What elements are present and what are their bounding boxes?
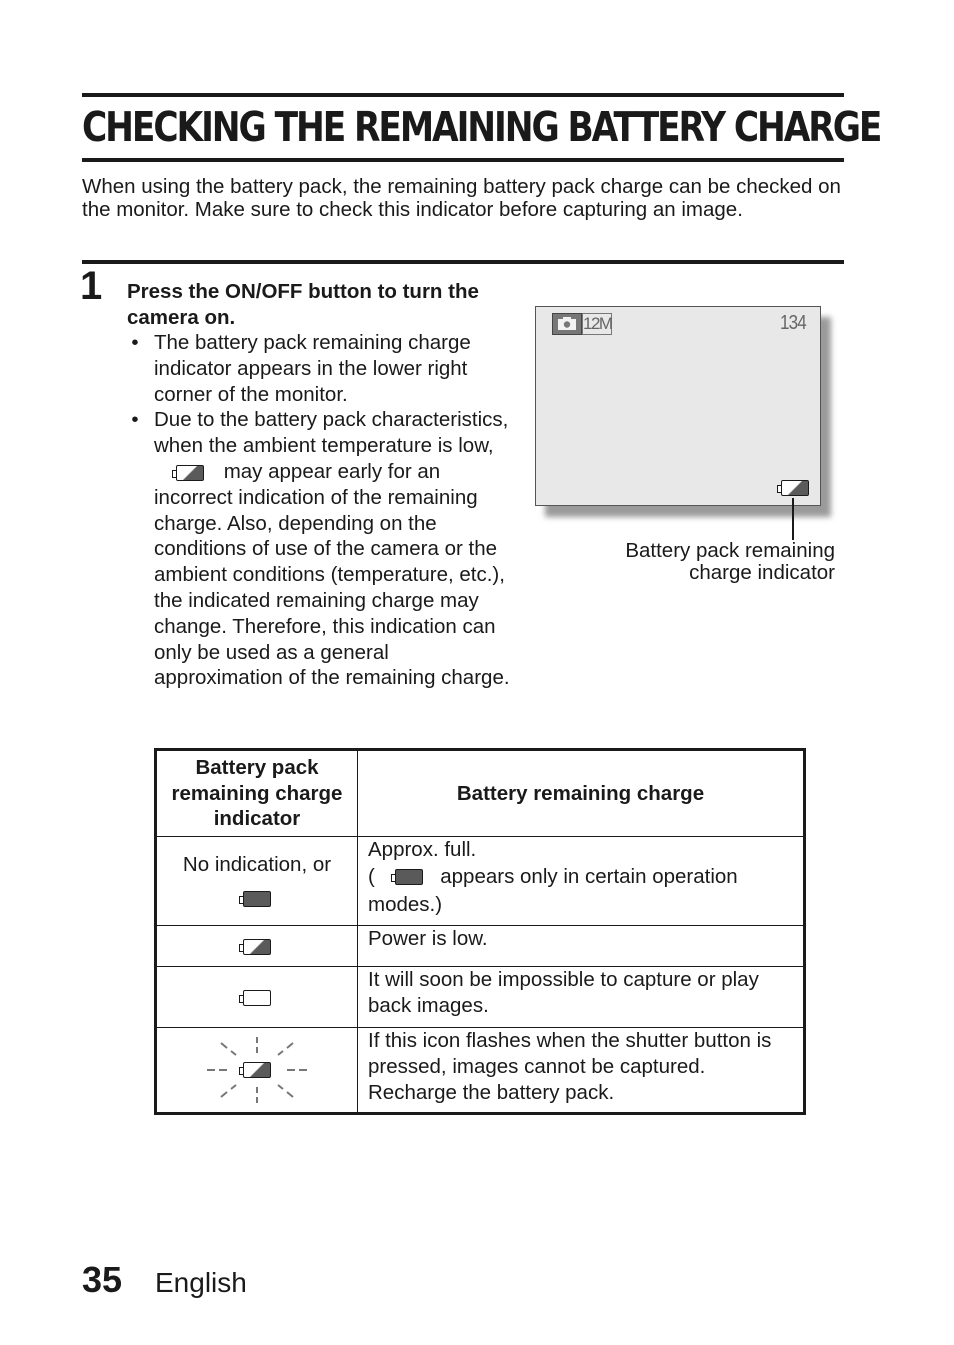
title-bottom-rule [82, 158, 844, 162]
battery-flashing-icon [207, 1035, 307, 1105]
column-header-indicator: Battery pack remaining charge indicator [156, 750, 358, 837]
paren-open: ( [368, 864, 375, 888]
battery-half-icon [176, 465, 204, 481]
charge-cell: If this icon flashes when the shutter button is pressed, images cannot be captured. Recharge the battery pack. [358, 1028, 805, 1114]
bullet-text: The battery pack remaining charge indicator appears in the lower right corner of the monitor. [154, 331, 471, 406]
battery-full-icon [243, 891, 271, 907]
bullet-item [130, 330, 510, 407]
page-title: CHECKING THE REMAINING BATTERY CHARGE [82, 103, 881, 151]
battery-half-icon [243, 939, 271, 955]
step-bullets [130, 330, 510, 691]
bullet-dot: • [131, 408, 139, 432]
indicator-cell [156, 837, 358, 926]
step-number: 1 [80, 264, 103, 308]
bullet-text-continued: may appear early for an incorrect indication of the remaining charge. Also, depending on the conditions of use of the camera or the ambient conditions (temperature, etc.), the indicated remaining charge may change. Therefore, this indication can only be used as a general approximation of the remaining charge. [154, 459, 510, 690]
battery-empty-icon [243, 990, 271, 1006]
title-top-rule [82, 93, 844, 97]
indicator-text: No indication, or [182, 853, 332, 876]
bullet-item [130, 407, 510, 691]
resolution-indicator: 12M [583, 314, 612, 333]
monitor-battery-icon [781, 479, 809, 497]
step-rule [82, 260, 844, 264]
battery-charge-table [154, 748, 806, 1115]
bullet-dot: • [131, 331, 139, 354]
column-header-charge: Battery remaining charge [358, 750, 805, 837]
table-row [156, 926, 805, 967]
table-row [156, 837, 805, 926]
charge-cell: It will soon be impossible to capture or play back images. [358, 967, 805, 1028]
step-heading: Press the ON/OFF button to turn the camera on. [127, 280, 479, 329]
camera-mode-icon [552, 313, 582, 335]
battery-full-icon [395, 869, 423, 885]
page-number: 35 [82, 1259, 123, 1300]
table-row [156, 967, 805, 1028]
shot-count: 134 [780, 312, 806, 334]
indicator-cell [156, 926, 358, 967]
callout-leader-line [792, 498, 794, 540]
indicator-cell [156, 1028, 358, 1114]
charge-text: appears only in certain operation modes.) [368, 864, 738, 916]
table-header-row [156, 750, 805, 837]
indicator-cell [156, 967, 358, 1028]
charge-cell [358, 837, 805, 926]
bullet-text: Due to the battery pack characteristics, when the ambient temperature is low, [154, 408, 509, 458]
table-row [156, 1028, 805, 1114]
charge-text: Approx. full. [368, 838, 477, 861]
intro-paragraph: When using the battery pack, the remaining battery pack charge can be checked on the monitor. Make sure to check this indicator before capturing an image. [82, 175, 841, 221]
charge-cell: Power is low. [358, 926, 805, 967]
callout-label: Battery pack remaining charge indicator [625, 539, 835, 584]
monitor-illustration [535, 306, 821, 506]
page-language: English [155, 1267, 247, 1298]
